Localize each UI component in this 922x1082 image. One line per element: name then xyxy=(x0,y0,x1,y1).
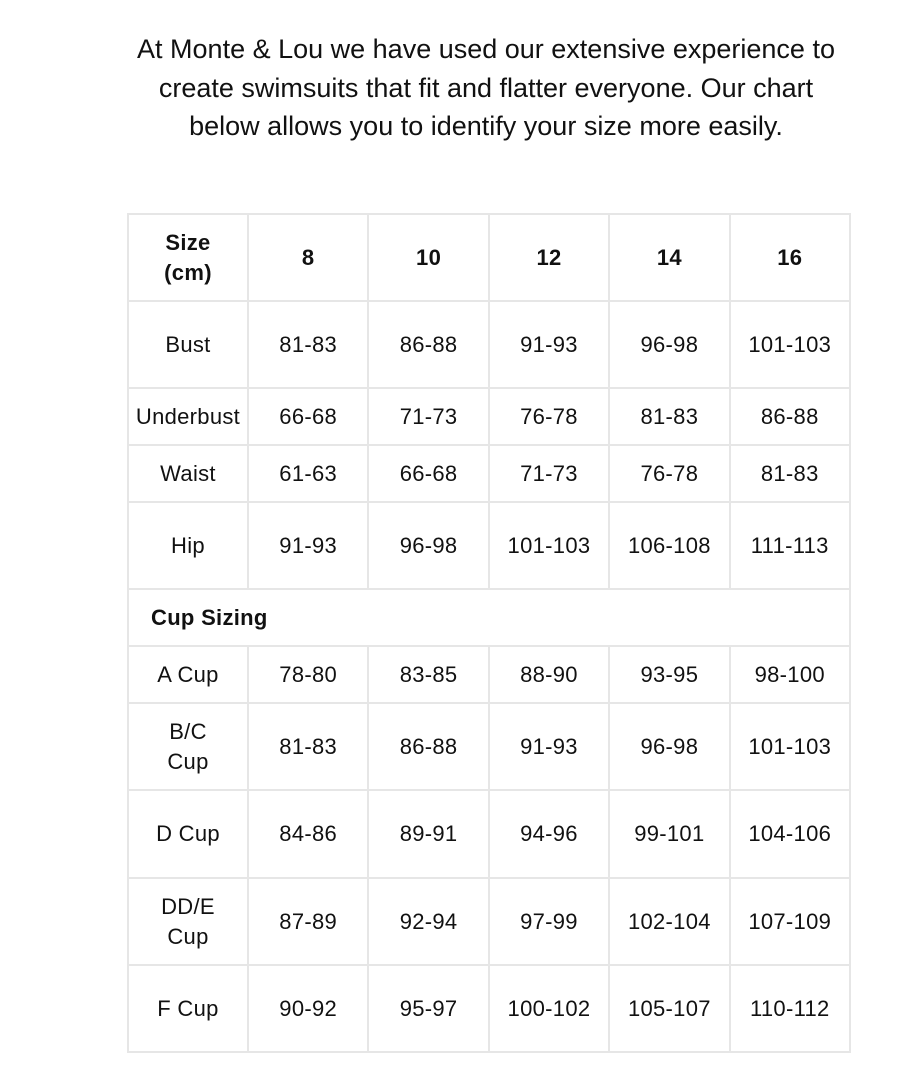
table-cell: 90-92 xyxy=(248,965,368,1052)
size-12-header: 12 xyxy=(489,214,609,301)
size-header-line2: (cm) xyxy=(164,259,212,285)
table-cell: 61-63 xyxy=(248,445,368,502)
table-cell: 106-108 xyxy=(609,502,729,589)
size-header-line1: Size xyxy=(165,229,211,255)
size-10-header: 10 xyxy=(368,214,488,301)
table-cell: 94-96 xyxy=(489,790,609,878)
size-14-header: 14 xyxy=(609,214,729,301)
table-cell: 81-83 xyxy=(730,445,850,502)
table-cell: 95-97 xyxy=(368,965,488,1052)
table-cell: 111-113 xyxy=(730,502,850,589)
table-cell: 86-88 xyxy=(368,703,488,790)
table-cell: 76-78 xyxy=(489,388,609,445)
size-16-header: 16 xyxy=(730,214,850,301)
table-row-hip xyxy=(128,502,850,589)
table-row-a-cup xyxy=(128,646,850,703)
row-label: DD/E Cup xyxy=(128,878,248,965)
table-cell: 110-112 xyxy=(730,965,850,1052)
table-cell: 88-90 xyxy=(489,646,609,703)
table-cell: 91-93 xyxy=(489,703,609,790)
row-label: F Cup xyxy=(128,965,248,1052)
table-cell: 99-101 xyxy=(609,790,729,878)
table-cell: 98-100 xyxy=(730,646,850,703)
size-8-header: 8 xyxy=(248,214,368,301)
table-cell: 76-78 xyxy=(609,445,729,502)
row-label: Hip xyxy=(128,502,248,589)
table-cell: 107-109 xyxy=(730,878,850,965)
header-row xyxy=(128,214,850,301)
table-cell: 96-98 xyxy=(368,502,488,589)
table-cell: 83-85 xyxy=(368,646,488,703)
table-row-underbust xyxy=(128,388,850,445)
table-row-waist xyxy=(128,445,850,502)
table-row-f-cup xyxy=(128,965,850,1052)
size-cm-header xyxy=(128,214,248,301)
table-row-bc-cup xyxy=(128,703,850,790)
table-cell: 96-98 xyxy=(609,301,729,388)
table-cell: 102-104 xyxy=(609,878,729,965)
table-cell: 87-89 xyxy=(248,878,368,965)
table-cell: 81-83 xyxy=(248,301,368,388)
table-cell: 66-68 xyxy=(368,445,488,502)
row-label: Bust xyxy=(128,301,248,388)
table-cell: 66-68 xyxy=(248,388,368,445)
table-row-bust xyxy=(128,301,850,388)
table-cell: 105-107 xyxy=(609,965,729,1052)
table-cell: 97-99 xyxy=(489,878,609,965)
row-label: D Cup xyxy=(128,790,248,878)
table-cell: 81-83 xyxy=(609,388,729,445)
table-cell: 92-94 xyxy=(368,878,488,965)
table-cell: 101-103 xyxy=(730,301,850,388)
table-cell: 71-73 xyxy=(489,445,609,502)
table-cell: 104-106 xyxy=(730,790,850,878)
table-row-dde-cup xyxy=(128,878,850,965)
cup-sizing-section-row xyxy=(128,589,850,646)
table-cell: 84-86 xyxy=(248,790,368,878)
table-cell: 101-103 xyxy=(489,502,609,589)
row-label: Underbust xyxy=(128,388,248,445)
table-cell: 96-98 xyxy=(609,703,729,790)
table-cell: 100-102 xyxy=(489,965,609,1052)
table-cell: 71-73 xyxy=(368,388,488,445)
size-chart-table xyxy=(127,213,851,1053)
table-cell: 91-93 xyxy=(248,502,368,589)
table-cell: 86-88 xyxy=(730,388,850,445)
row-label: Waist xyxy=(128,445,248,502)
table-cell: 86-88 xyxy=(368,301,488,388)
table-cell: 89-91 xyxy=(368,790,488,878)
table-row-d-cup xyxy=(128,790,850,878)
table-cell: 101-103 xyxy=(730,703,850,790)
table-cell: 78-80 xyxy=(248,646,368,703)
cup-sizing-heading: Cup Sizing xyxy=(128,589,850,646)
table-cell: 81-83 xyxy=(248,703,368,790)
intro-paragraph: At Monte & Lou we have used our extensive experience to create swimsuits that fit and flatter everyone. Our chart below allows you to identify your size more easily. xyxy=(137,34,835,141)
row-label: A Cup xyxy=(128,646,248,703)
table-cell: 93-95 xyxy=(609,646,729,703)
row-label: B/C Cup xyxy=(128,703,248,790)
table-cell: 91-93 xyxy=(489,301,609,388)
